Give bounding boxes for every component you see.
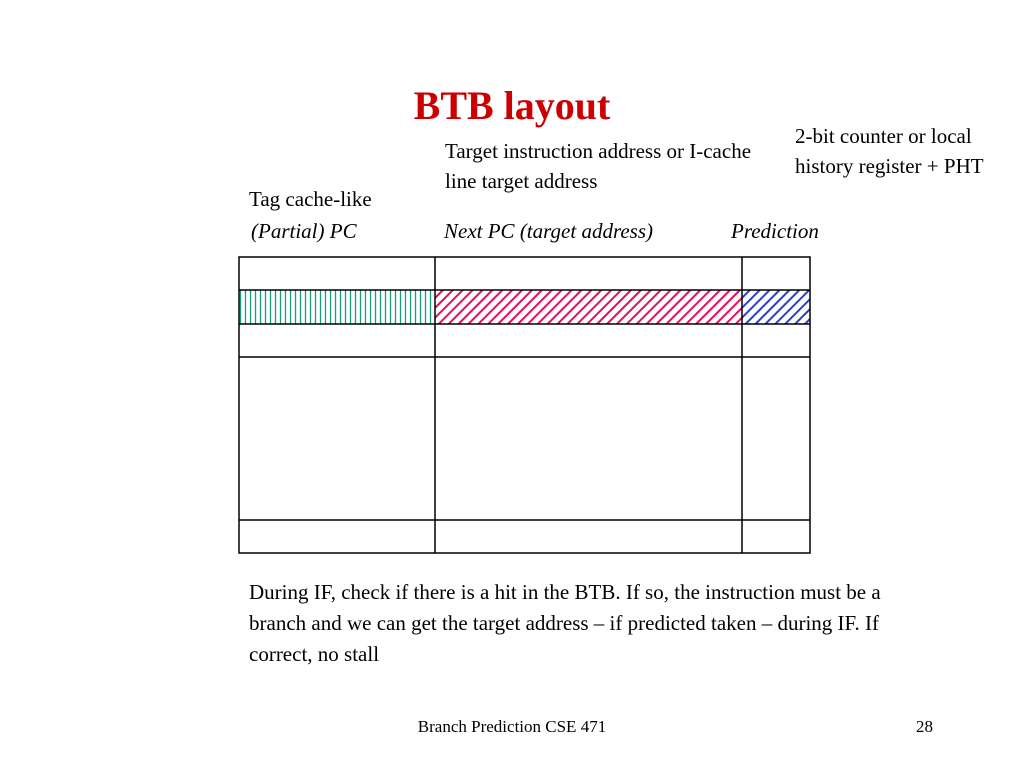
btb-entry-prediction-cell <box>742 290 810 324</box>
btb-entry-pc-cell <box>239 290 435 324</box>
btb-table <box>238 256 811 554</box>
btb-entry-next-pc-cell <box>435 290 742 324</box>
footer-title: Branch Prediction CSE 471 <box>417 717 607 736</box>
body-text: During IF, check if there is a hit in the BTB. If so, the instruction must be a branch and we can get the target address – if predicted taken – during IF. If correct, no stall <box>249 580 881 666</box>
tag-label: Tag cache-like <box>249 187 372 211</box>
counter-label: 2-bit counter or local history register + PHT <box>795 124 984 178</box>
slide-title: BTB layout <box>413 83 611 128</box>
target-label: Target instruction address or I-cache line target address <box>445 139 752 193</box>
column-header-next-pc: Next PC (target address) <box>444 219 653 243</box>
page-number: 28 <box>916 717 933 736</box>
column-header-prediction: Prediction <box>731 219 819 243</box>
column-header-pc: (Partial) PC <box>251 219 357 243</box>
